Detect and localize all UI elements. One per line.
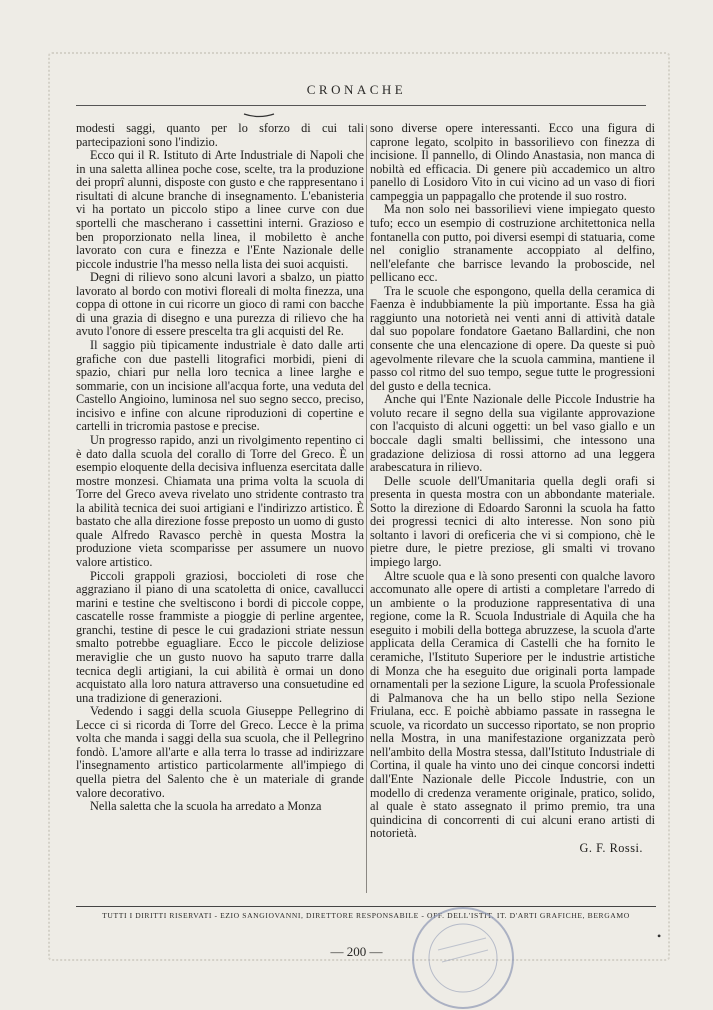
paragraph: Ecco qui il R. Istituto di Arte Industriale di Napoli che in una saletta allinea poche cose, scelte, tra la produzione dei proprî alunni, disposte con gusto e che rappresentano i risultati di alcune branche di insegnamento. L'ebanisteria vi ha portato un piccolo stipo a linee curve con due sportelli che mascherano i cassettini interni. Grazioso e ben proporzionato nella linea, il mobiletto è anche lavorato con cura e finezza e l'Ente Nazionale delle piccole industrie l'ha messo nella lista dei suoi acquisti.	[76, 148, 364, 271]
paragraph: sono diverse opere interessanti. Ecco una figura di caprone legato, scolpito in bassorilievo con finezza di incisione. Il pannello, di Olindo Anastasia, non manca di nobiltà ed efficacia. Di genere più accademico un altro panello di Losidoro Vito in cui vicino ad un vaso di fiori campeggia un pappagallo che protende il suo rostro.	[370, 121, 655, 203]
paragraph: Il saggio più tipicamente industriale è dato dalle arti grafiche con due pastelli litografici morbidi, pieni di spazio, chiari pur nella loro tecnica a linee larghe e sommarie, con un incisione all'acqua forte, una veduta del Castello Angioino, luminosa nel suo segno secco, preciso, incisivo e infine con alcune riproduzioni di copertine e cartelli in tricromia pastose e precise.	[76, 338, 364, 434]
ornament-icon	[243, 112, 275, 118]
paragraph: Delle scuole dell'Umanitaria quella degli orafi si presenta in questa mostra con un abbondante materiale. Sotto la direzione di Edoardo Saronni la scuola ha fatto dei progressi tecnici di alto interesse. Non sono più soltanto i lavori di oreficeria che vi si compiono, chè le pietre dure, le pietre preziose, gli smalti vi trovano impiego largo.	[370, 473, 655, 569]
header-rule	[76, 105, 646, 106]
paragraph: Tra le scuole che espongono, quella della ceramica di Faenza è indubbiamente la più importante. Essa ha già raggiunto una notorietà nei venti anni di attività datale dal suo popolare fondatore Gaetano Ballardini, che non consente che una elencazione di opere. Da queste si può agevolmente rilevare che la scuola cammina, mantiene il passo col ritmo del suo tempo, segue tutte le progressioni del gusto e della tecnica.	[370, 283, 655, 393]
paragraph: Ma non solo nei bassorilievi viene impiegato questo tufo; ecco un esempio di costruzione architettonica nella fontanella con putto, poi diversi esempi di statuaria, come nel coniglio stranamente accoppiato al delfino, nell'elefante che barrisce levando la proboscide, nel pellicano ecc.	[370, 202, 655, 285]
paragraph: Piccoli grappoli graziosi, boccioleti di rose che aggraziano il piano di una scatoletta di onice, cavallucci marini e testine che sveltiscono i bordi di piccole coppe, cascatelle rosse frammiste a pioggie di perline argentee, granchi, testine di pesce le cui gradazioni striate nessun smalto potrebbe eguagliare. Ecco le piccole deliziose meraviglie che un gusto nuovo ha saputo trarre dalla tecnica degli artigiani, la cui abilità è ormai un dono acquistato alla loro natura attraverso una consuetudine ed una tradizione di generazioni.	[76, 568, 364, 705]
library-stamp-icon	[398, 900, 528, 1010]
right-column	[370, 122, 655, 855]
author-signature: G. F. Rossi.	[579, 840, 643, 855]
running-header: CRONACHE	[306, 82, 407, 97]
column-divider	[366, 125, 367, 893]
paragraph: Anche qui l'Ente Nazionale delle Piccole Industrie ha voluto recare il segno della sua vigilante approvazione con l'acquisto di alcuni oggetti: un bel vaso giallo e un boccale dagli smalti bellissimi, che intessono una gradazione deliziosa di rossi attorno ad una leggera arabescatura in rilievo.	[370, 392, 655, 475]
footer-credits: TUTTI I DIRITTI RISERVATI - EZIO SANGIOVANNI, DIRETTORE RESPONSABILE - OFF. DELL'ISTIT. IT. D'ARTI GRAFICHE, BERGAMO	[102, 911, 630, 920]
paragraph: Un progresso rapido, anzi un rivolgimento repentino ci è dato dalla scuola del corallo di Torre del Greco. È un esempio eloquente della decisiva influenza esercitata dalle mostre monzesi. Chiamata una prima volta la scuola di Torre del Greco aveva rivelato uno stridente contrasto tra la abilità tecnica dei suoi artigiani e l'indirizzo artistico. È bastato che alla direzione fosse preposto un uomo di gusto quale Alfredo Ravasco perchè in questa Mostra la produzione vieta scomparisse per assumere un nuovo valore artistico.	[76, 432, 364, 569]
paragraph: Vedendo i saggi della scuola Giuseppe Pellegrino di Lecce ci si ricorda di Torre del Greco. Lecce è la prima volta che manda i saggi della sua scuola, che il Pellegrino fondò. L'amore all'arte e alla terra lo trasse ad indirizzare l'insegnamento artistico particolarmente all'impiego di quella pietra del Salento che è un materiale di grande valore decorativo.	[76, 704, 364, 800]
paragraph: Degni di rilievo sono alcuni lavori a sbalzo, un piatto lavorato al bordo con motivi floreali di molta finezza, una coppa di ottone in cui ricorre un gioco di rami con bacche di una grazia di disegno e una purezza di rilievo che ha avuto l'onore di essere prescelta tra gli acquisti del Re.	[76, 270, 364, 339]
page-number: — 200 —	[330, 944, 383, 959]
left-column	[76, 122, 364, 814]
paragraph: modesti saggi, quanto per lo sforzo di cui tali partecipazioni sono l'indizio.	[76, 121, 364, 149]
paragraph: Altre scuole qua e là sono presenti con qualche lavoro accomunato alle opere di artisti a completare l'arredo di un ambiente o la produzione rappresentativa di una regione, come la R. Scuola Industriale di Aquila che ha eseguito i mobili della bottega abruzzese, la scuola d'arte applicata della Ceramica di Castelli che ha fornito le ceramiche, l'Istituto Superiore per le industrie artistiche di Monza che ha eseguito due originali porta lampade ornamentali per la sezione Ligure, la scuola Professionale di Palmanova che ha un bello stipo nella Sezione Friulana, ecc. E poichè abbiamo passate in rassegna le scuole, va ricordato un successo riportato, se non proprio nella Mostra, in una manifestazione organizzata però nell'ambito della Mostra stessa, dall'Istituto Industriale di Cortina, il quale ha vinto uno dei cinque concorsi indetti dall'Ente Nazionale delle Piccole Industrie, con un modello di credenza veramente originale, pratico, solido, al quale è stato assegnato il primo premio, tra una quindicina di concorrenti di cui alcuni erano artisti di notorietà.	[370, 568, 655, 841]
margin-mark-icon: •	[657, 929, 662, 943]
footer-rule	[76, 906, 656, 907]
paragraph: Nella saletta che la scuola ha arredato a Monza	[90, 799, 322, 814]
